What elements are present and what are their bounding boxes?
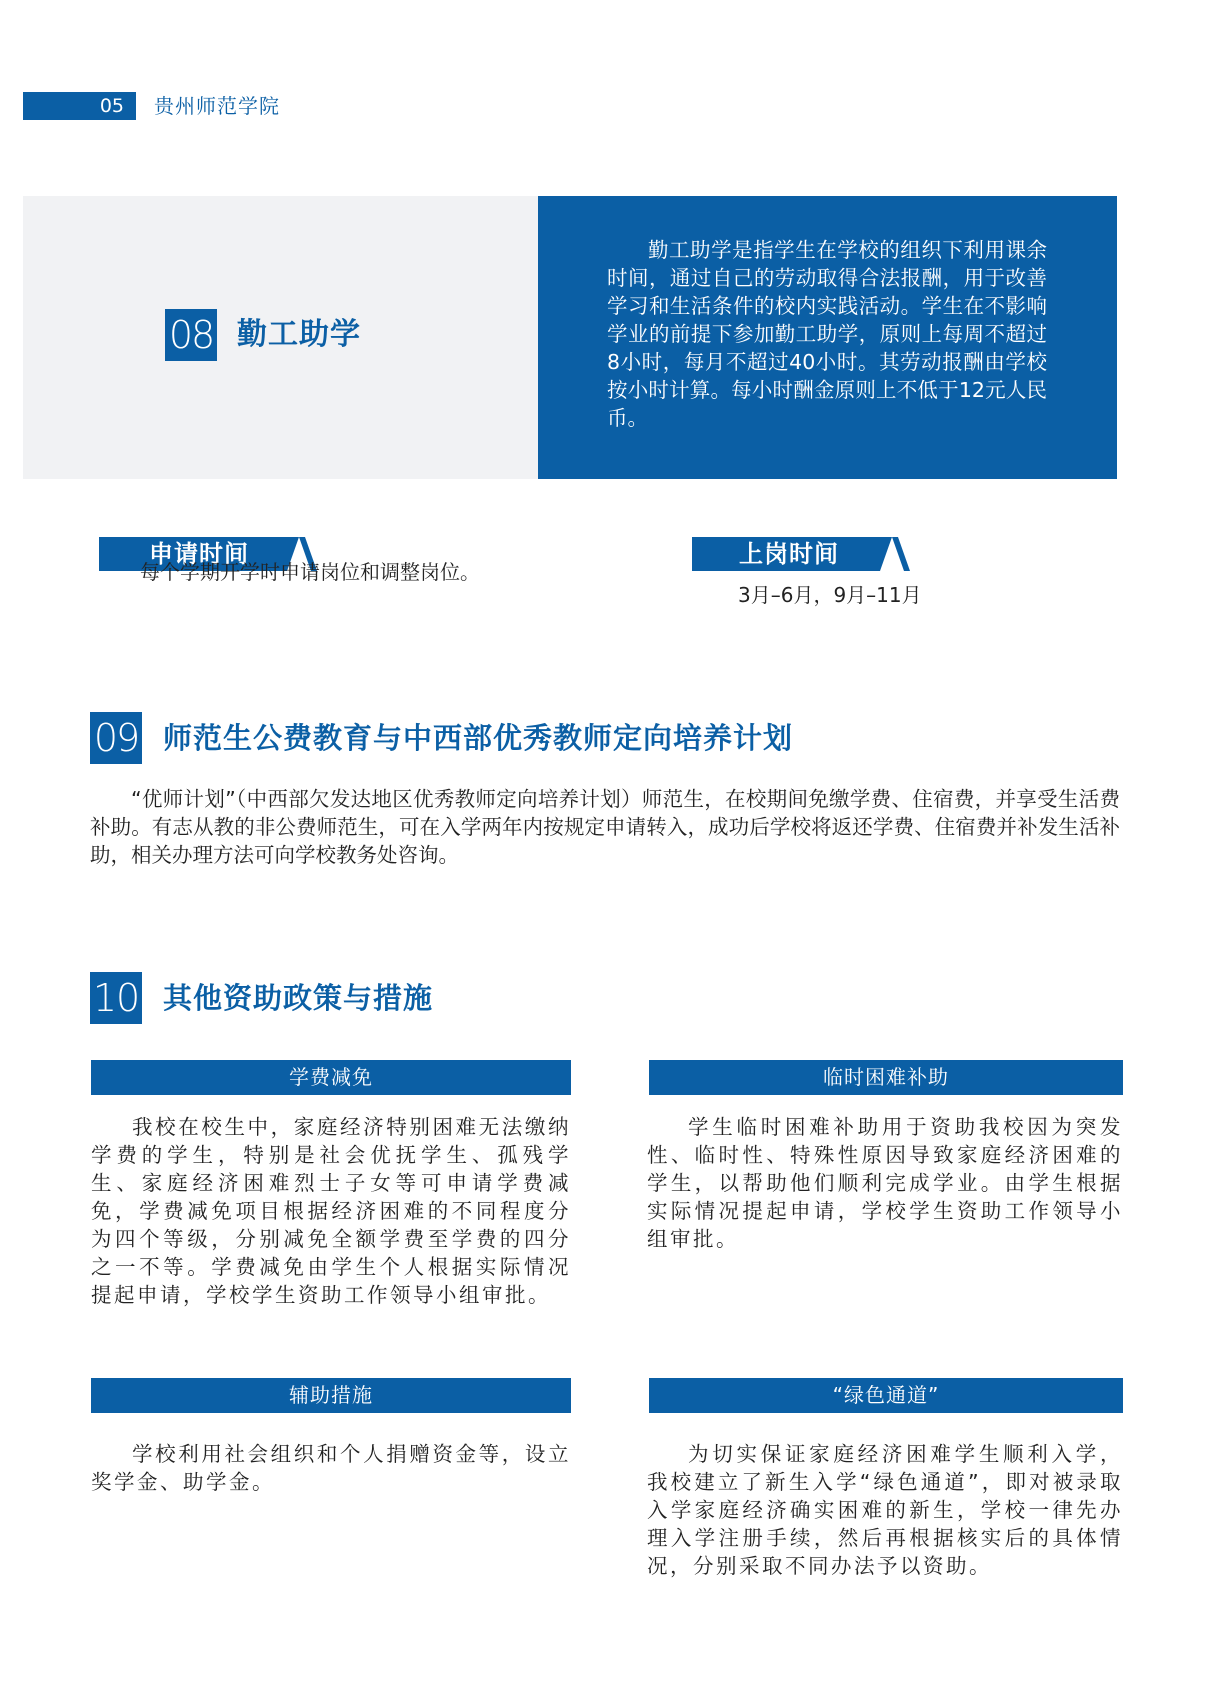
auxiliary-measures-text: 学校利用社会组织和个人捐赠资金等，设立奖学金、助学金。	[91, 1442, 571, 1494]
section-08-description: 勤工助学是指学生在学校的组织下利用课余时间，通过自己的劳动取得合法报酬，用于改善学习和生活条件的校内实践活动。学生在不影响学业的前提下参加勤工助学，原则上每周不超过8小时，每月不超过40小时。其劳动报酬由学校按小时计算。每小时酬金原则上不低于12元人民币。	[607, 238, 1047, 430]
section-09-text: “优师计划”（中西部欠发达地区优秀教师定向培养计划）师范生，在校期间免缴学费、住宿费，并享受生活费补助。有志从教的非公费师范生，可在入学两年内按规定申请转入，成功后学校将返还学费、住宿费并补发生活补助，相关办理方法可向学校教务处咨询。	[90, 787, 1120, 867]
work-time-label: 上岗时间	[739, 540, 839, 568]
work-time-tag	[692, 537, 937, 571]
auxiliary-measures-heading: 辅助措施	[91, 1378, 571, 1413]
school-name: 贵州师范学院	[154, 94, 280, 118]
section-08-title: 勤工助学	[237, 317, 361, 352]
temporary-hardship-text: 学生临时困难补助用于资助我校因为突发性、临时性、特殊性原因导致家庭经济困难的学生，以帮助他们顺利完成学业。由学生根据实际情况提起申请，学校学生资助工作领导小组审批。	[647, 1115, 1123, 1251]
slash-decoration-icon	[892, 537, 910, 571]
page-number-bar	[23, 92, 136, 120]
apply-time-label: 申请时间	[149, 540, 249, 568]
green-channel-text: 为切实保证家庭经济困难学生顺利入学，我校建立了新生入学“绿色通道”，即对被录取入学家庭经济确实困难的新生，学校一律先办理入学注册手续，然后再根据核实后的具体情况，分别采取不同办法予以资助。	[647, 1442, 1123, 1578]
green-channel-heading: “绿色通道”	[649, 1378, 1123, 1413]
page-number: 05	[99, 95, 124, 117]
tuition-waiver-heading: 学费减免	[91, 1060, 571, 1095]
tuition-waiver-text: 我校在校生中，家庭经济特别困难无法缴纳学费的学生，特别是社会优抚学生、孤残学生、家庭经济困难烈士子女等可申请学费减免，学费减免项目根据经济困难的不同程度分为四个等级，分别减免全额学费至学费的四分之一不等。学费减免由学生个人根据实际情况提起申请，学校学生资助工作领导小组审批。	[91, 1115, 571, 1307]
section-10-number-badge: 10	[90, 972, 142, 1024]
section-09-number-badge: 09	[90, 712, 142, 764]
section-08-number-badge: 08	[165, 309, 217, 361]
temporary-hardship-heading: 临时困难补助	[649, 1060, 1123, 1095]
apply-time-text: 每个学期开学时申请岗位和调整岗位。	[140, 560, 480, 584]
section-09-title: 师范生公费教育与中西部优秀教师定向培养计划	[163, 721, 794, 755]
section-10-title: 其他资助政策与措施	[163, 981, 434, 1015]
work-time-text: 3月–6月，9月–11月	[738, 583, 922, 607]
